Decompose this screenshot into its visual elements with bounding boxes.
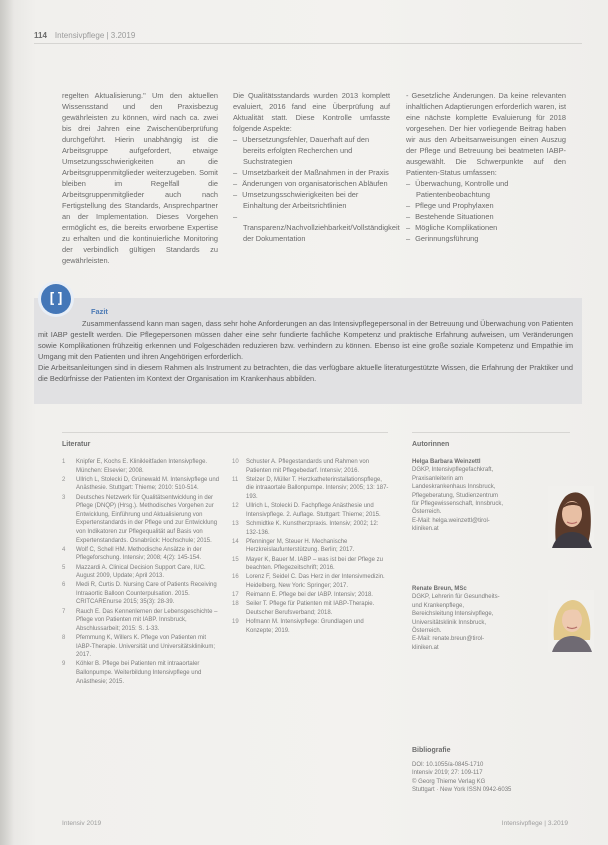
reference-item: 6 Medi R, Curtis D. Nursing Care of Patients Receiving Intraaortic Balloon Counterpulsation. 2015. CRITCAREnurse 2015; 35(3): 28-39. [62,582,217,606]
reference-item: 15 Mayer K, Bauer M. IABP – was ist bei der Pflege zu beachten. Pflegezeitschrift; 2016. [232,556,383,572]
reference-item: 11 Stelzer D, Müller T. Herzkatheterinstallationspflege, die intraaortale Ballonpumpe. Intensiv; 2005; 13: 187-193. [232,476,389,500]
bibliography-line: Stuttgart · New York ISSN 0942-6035 [412,787,512,794]
body-paragraph: - Gesetzliche Änderungen. Da keine relevanten inhaltlichen Adaptierungen erforderlich waren, ist eine nächste komplette Evaluierung für 2018 vorgesehen. Der hier vorliegende Beitrag haben wir aus den Arbeitsanweisungen einen Auszug der Pflege und Betreuung bei beatmeten IABP-ausgewählt. Die Schwerpunkte auf den Patienten-Status umfassen: [406,91,566,177]
list-item: – Gerinnungsführung [406,233,566,244]
author-name: Helga Barbara Weinzettl [412,459,481,465]
bibliography-block [412,761,552,795]
author-email: E-Mail: helga.weinzettl@tirol-kliniken.at [412,517,490,533]
reference-item: 9 Köhler B. Pflege bei Patienten mit intraaortaler Ballonpumpe. Weiterbildung Intensivpflege und Anästhesie; 2015. [62,661,202,685]
reference-item: 12 Ullrich L, Stolecki D. Fachpflege Anästhesie und Intensivpflege. 2. Auflage. Stuttgart: Thieme; 2015. [232,503,381,518]
authors-title: Autorinnen [412,441,450,448]
list-item: – Umsetzungsschwierigkeiten bei der Einhaltung der Arbeitsrichtlinien [233,189,390,211]
list-item: – Überwachung, Kontrolle und Patientenbeobachtung [406,178,566,200]
body-paragraph: regelten Aktualisierung." Um den aktuellen Wissensstand und den Praxisbezug gewährleisten zu können, wird nach ca. zwei bis drei Jahren eine Zwischenüberprüfung durchgeführt. Hierin unabhängig ist die Arbeitsgruppe aufgefordert, etwaige Umsetzungsschwierigkeiten an die Arbeitsgruppenmitglieder weiterzugeben. Somit bleiben im Regelfall die Arbeitsgruppenmitglieder auch nach Fertigstellung des Standards, Ansprechpartner an der Implementation. Dieses Vorgehen ermöglicht es, die bereits erworbene Expertise zu erhalten und die kontinuierliche Monitoring der verbindlich gültigen Standards zu gewährleisten. [62,91,218,265]
bibliography-line: DOI: 10.1055/a-0845-1710 [412,762,484,768]
bibliography-line: Intensiv 2019; 27: 109-117 [412,770,483,777]
list-item: – Änderungen von organisatorischen Abläufen [233,178,390,189]
reference-item: 3 Deutsches Netzwerk für Qualitätsentwicklung in der Pflege (DNQP) (Hrsg.). Methodisches Vorgehen zur Entwicklung, Einführung und Aktualisierung von Expertenstandards in der Pflege und zur Entwicklung von Indikatoren zur Pflegequalität auf Basis von Expertenstandards. Osnabrück: Hochschule; 2015. [62,494,218,544]
reference-item: 2 Ullrich L, Stolecki D, Grünewald M. Intensivpflege und Anästhesie. Stuttgart: Thieme; 2010: 510-514. [62,476,220,492]
body-paragraph: Die Qualitätsstandards wurden 2013 komplett evaluiert, 2016 fand eine Überprüfung auf Aktualität statt. Diese Kontrolle umfasste folgende Aspekte: [233,91,390,133]
reference-item: 7 Rauch E. Das Kennenlernen der Lebensgeschichte – Pflege von Patienten mit IABP. Innsbruck, Abschlussarbeit; 2015: S. 1-33. [62,608,218,632]
author-description: DGKP, Lehrerin für Gesundheits- und Krankenpflege, Bereichsleitung Intensivpflege, Universitätsklinik Innsbruck, Österreich. [412,594,500,635]
reference-item: 16 Lorenz F, Seidel C. Das Herz in der Intensivmedizin. Heidelberg, New York: Springer; 2017. [232,574,385,589]
author-email: E-Mail: renate.breun@tirol-kliniken.at [412,636,485,651]
reference-item: 18 Seiler T. Pflege für Patienten mit IABP-Therapie. Deutscher Berufsverband; 2018. [232,601,375,616]
footer-left: Intensiv 2019 [62,820,102,827]
list-item: – Bestehende Situationen [406,211,566,222]
bracket-icon: [] [41,284,71,314]
body-column-3 [406,90,566,244]
running-header [34,31,135,40]
reference-item: 14 Pfenninger M, Steuer H. Mechanische Herzkreislaufunterstützung. Berlin; 2017. [232,538,355,554]
footer-right: Intensivpflege | 3.2019 [501,820,568,827]
aspects-list [233,134,400,244]
author-1-photo [548,486,594,548]
list-item: – Pflege und Prophylaxen [406,200,566,211]
page-spine-shadow [0,0,14,845]
reference-item: 19 Hofmann M. Intensivpflege: Grundlagen und Konzepte; 2019. [232,619,364,634]
author-2-bio [412,585,504,652]
literature-column-1 [62,458,222,687]
page-number: 114 [34,31,47,40]
reference-item: 10 Schuster A. Pflegestandards und Rahmen von Patienten mit Pflegebedarf. Intensiv; 2016. [232,459,370,474]
reference-item: 17 Reimann E. Pflege bei der IABP. Intensiv; 2018. [232,592,373,599]
section-divider [62,432,388,433]
reference-item: 1 Knipfer E, Kochs E. Klinikleitfaden Intensivpflege. München: Elsevier; 2008. [62,459,208,474]
list-item: – Mögliche Komplikationen [406,222,566,233]
literature-column-2 [232,458,390,636]
reference-item: 8 Pfemmung K, Willers K. Pflege von Patienten mit IABP-Therapie. Universität und Universitätsklinikum; 2017. [62,635,216,659]
list-item: – Ubersetzungsfehler, Dauerhaft auf den bereits erfolgten Recherchen und Suchstrategien [233,134,390,167]
author-name: Renate Breun, MSc [412,586,467,592]
reference-item: 5 Mazzardi A. Clinical Decision Support Care, IUC. August 2009, Update; April 2013. [62,564,206,580]
literature-title: Literatur [62,441,91,448]
list-item: – Umsetzbarkeit der Maßnahmen in der Praxis [233,167,390,178]
fazit-title: Fazit [91,307,108,316]
focus-list [406,178,566,244]
author-1-bio [412,458,504,534]
reference-item: 4 Wolf C, Schell HM. Methodische Ansätze in der Pflegeforschung. Intensiv; 2008; 4(2): 145-154. [62,546,202,562]
body-column-1 [62,90,218,266]
body-column-2 [233,90,400,244]
header-rule [34,43,582,44]
author-description: DGKP, Intensivpflegefachkraft, Praxisanleiterin am Landeskrankenhaus Innsbruck, Pflegeberatung, Studienzentrum für Pflegewissenschaft, Innsbruck, Österreich. [412,467,504,516]
bibliography-title: Bibliografie [412,747,451,754]
author-2-photo [548,590,594,652]
reference-item: 13 Schmidtke K. Kunstherzpraxis. Intensiv; 2002; 12: 132-136. [232,520,379,536]
journal-title: Intensivpflege | 3.2019 [54,31,136,40]
fazit-paragraph: Die Arbeitsanleitungen sind in diesem Rahmen als Instrument zu betrachten, die das verfügbare aktuelle literaturgestützte Wissen, die Erfahrung der Praktiker und die Bedürfnisse der Patienten im Kontext der Organisation im Krankenhaus abbilden. [38,363,573,383]
list-item: – Transparenz/Nachvollziehbarkeit/Vollständigkeit der Dokumentation [233,211,390,244]
section-divider [412,432,570,433]
fazit-paragraph: Zusammenfassend kann man sagen, dass sehr hohe Anforderungen an das Intensivpflegepersonal in der Betreuung und Überwachung von Patienten mit IABP gestellt werden. Die Pflegepersonen müssen daher eine sehr fundierte fachliche Kompetenz und praktische Erfahrung aufweisen, um Veränderungen sowie Komplikationen frühzeitig erkennen und Folgeschäden reduzieren bzw. verhindern zu können. Ebenso ist eine große soziale Kompetenz und Empathie im Umgang mit den Patienten und ihren Angehörigen erforderlich. [38,319,573,361]
bibliography-line: © Georg Thieme Verlag KG [412,778,486,785]
fazit-text [38,318,573,384]
